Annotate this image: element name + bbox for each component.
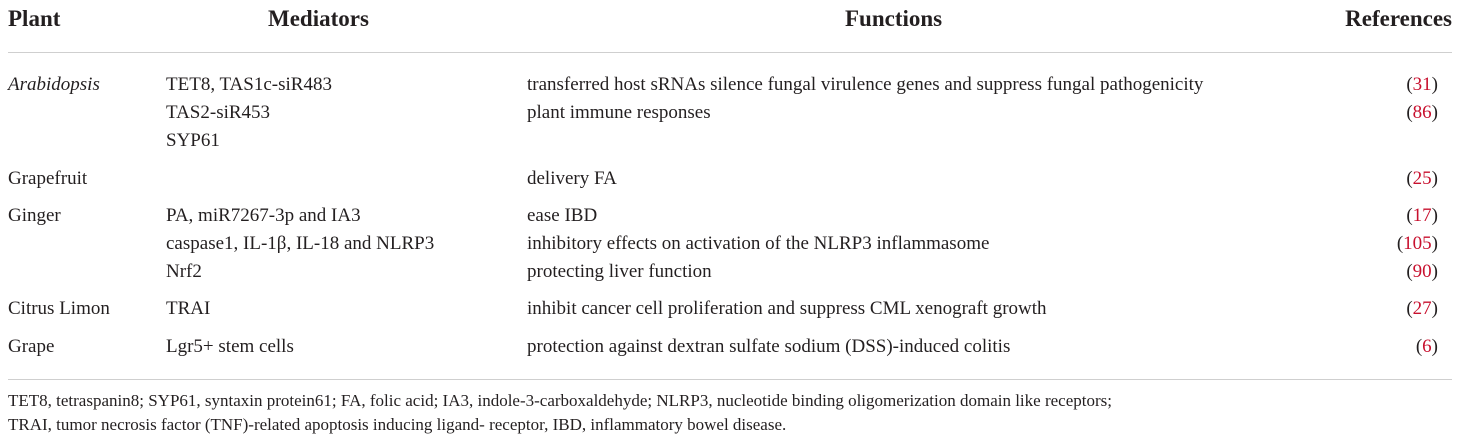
row-reference[interactable]: (6) bbox=[1415, 336, 1438, 357]
row-function: plant immune responses bbox=[527, 102, 711, 123]
row-reference[interactable]: (90) bbox=[1406, 261, 1438, 282]
row-mediator: SYP61 bbox=[166, 130, 220, 151]
row-function: protecting liver function bbox=[527, 261, 712, 282]
row-reference[interactable]: (25) bbox=[1406, 168, 1438, 189]
row-plant: Grapefruit bbox=[8, 168, 88, 189]
row-mediator: TAS2-siR453 bbox=[166, 102, 271, 123]
row-function: transferred host sRNAs silence fungal virulence genes and suppress fungal pathogenicity bbox=[527, 74, 1204, 95]
row-function: ease IBD bbox=[527, 205, 598, 226]
reference-number[interactable]: 6 bbox=[1422, 336, 1432, 357]
row-mediator: TET8, TAS1c-siR483 bbox=[166, 74, 332, 95]
header-functions: Functions bbox=[845, 6, 943, 31]
reference-number[interactable]: 90 bbox=[1412, 261, 1432, 282]
header-mediators: Mediators bbox=[268, 6, 369, 31]
header-plant: Plant bbox=[8, 6, 61, 31]
reference-number[interactable]: 31 bbox=[1412, 74, 1432, 95]
reference-number[interactable]: 86 bbox=[1412, 102, 1432, 123]
row-function: protection against dextran sulfate sodium (DSS)-induced colitis bbox=[527, 336, 1011, 357]
header-rule bbox=[8, 52, 1452, 53]
row-reference[interactable]: (86) bbox=[1406, 102, 1438, 123]
row-function: inhibit cancer cell proliferation and suppress CML xenograft growth bbox=[527, 298, 1047, 319]
footnote-line: TRAI, tumor necrosis factor (TNF)-related apoptosis inducing ligand- receptor, IBD, inflammatory bowel disease. bbox=[8, 415, 787, 434]
row-reference[interactable]: (105) bbox=[1396, 233, 1438, 254]
row-mediator: caspase1, IL-1β, IL-18 and NLRP3 bbox=[166, 233, 435, 254]
footnote-line: TET8, tetraspanin8; SYP61, syntaxin protein61; FA, folic acid; IA3, indole-3-carboxaldehyde; NLRP3, nucleotide binding oligomerization domain like receptors; bbox=[8, 391, 1112, 410]
row-function: inhibitory effects on activation of the NLRP3 inflammasome bbox=[527, 233, 990, 254]
row-reference[interactable]: (27) bbox=[1406, 298, 1438, 319]
row-reference[interactable]: (31) bbox=[1406, 74, 1438, 95]
row-mediator: Lgr5+ stem cells bbox=[166, 336, 294, 357]
reference-number[interactable]: 25 bbox=[1412, 168, 1432, 189]
row-function: delivery FA bbox=[527, 168, 617, 189]
reference-number[interactable]: 27 bbox=[1412, 298, 1432, 319]
row-plant: Grape bbox=[8, 336, 55, 357]
row-plant: Citrus Limon bbox=[8, 298, 110, 319]
row-mediator: TRAI bbox=[166, 298, 211, 319]
row-reference[interactable]: (17) bbox=[1406, 205, 1438, 226]
header-references: References bbox=[1345, 6, 1452, 31]
row-mediator: PA, miR7267-3p and IA3 bbox=[166, 205, 361, 226]
footer-rule bbox=[8, 379, 1452, 380]
reference-number[interactable]: 105 bbox=[1403, 233, 1432, 254]
row-plant: Ginger bbox=[8, 205, 61, 226]
row-plant: Arabidopsis bbox=[8, 74, 100, 95]
row-mediator: Nrf2 bbox=[166, 261, 202, 282]
reference-number[interactable]: 17 bbox=[1412, 205, 1432, 226]
